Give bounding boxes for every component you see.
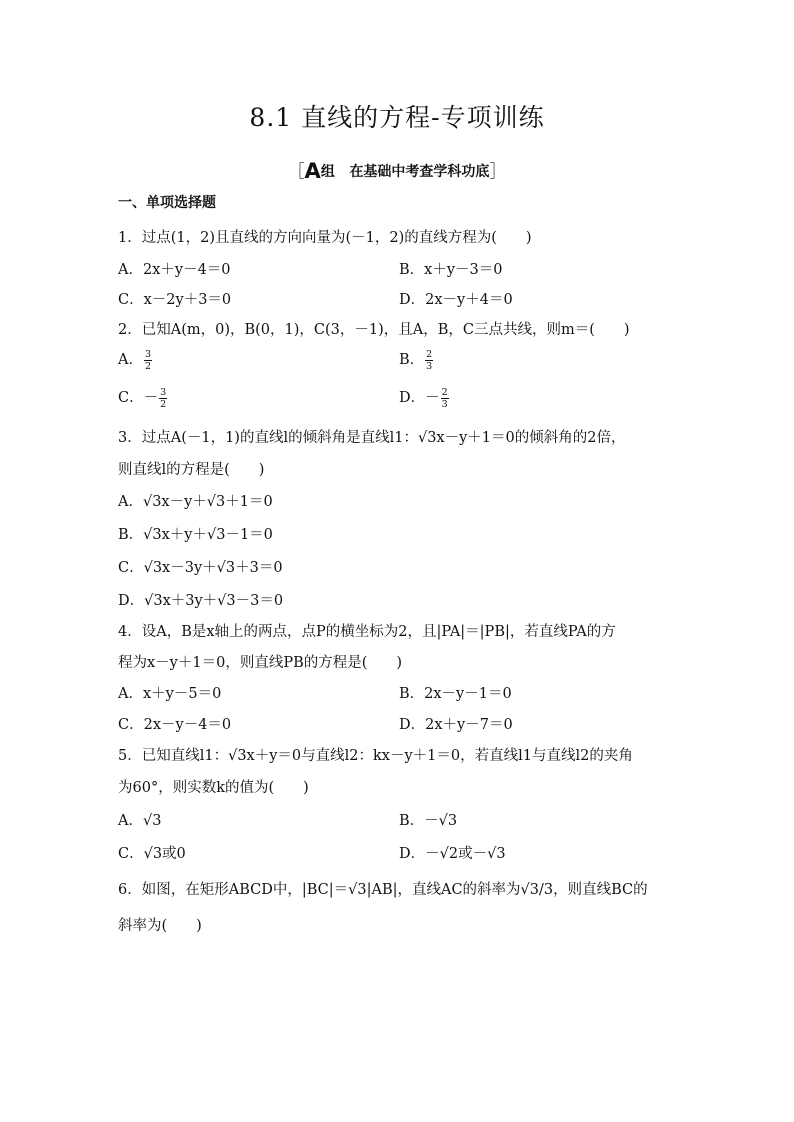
q2-option-d: D．－ $\frac{2}{3}$ (399, 386, 448, 410)
q2-option-c: C．－ $\frac{3}{2}$ (118, 386, 167, 410)
question-3-line-1: 3．过点A(－1，1)的直线l的倾斜角是直线l1：√3x－y＋1＝0的倾斜角的2倍， (118, 430, 626, 446)
question-4-line-1: 4．设A，B是x轴上的两点，点P的横坐标为2，且|PA|＝|PB|，若直线PA的方 (118, 624, 616, 640)
q4-option-a: A．x＋y－5＝0 (118, 686, 222, 702)
fraction: $\frac{2}{3}$ (426, 348, 433, 372)
q4-option-d: D．2x＋y－7＝0 (399, 717, 513, 733)
fraction: $\frac{3}{2}$ (160, 386, 167, 410)
q4-option-b: B．2x－y－1＝0 (399, 686, 512, 702)
fraction: $\frac{2}{3}$ (441, 386, 448, 410)
group-description: 在基础中考查学科功底 (349, 164, 490, 180)
question-5-line-2: 为60°，则实数k的值为( ) (118, 780, 309, 796)
q3-option-a: A．√3x－y＋√3＋1＝0 (118, 494, 273, 510)
q3-option-b: B．√3x＋y＋√3－1＝0 (118, 527, 273, 543)
q3-option-d: D．√3x＋3y＋√3－3＝0 (118, 593, 284, 609)
question-5-line-1: 5．已知直线l1：√3x＋y＝0与直线l2：kx－y＋1＝0，若直线l1与直线l2的夹角 (118, 748, 633, 764)
q4-option-c: C．2x－y－4＝0 (118, 717, 232, 733)
question-4-line-2: 程为x－y＋1＝0，则直线PB的方程是( ) (118, 655, 403, 671)
group-header (0, 157, 794, 183)
bracket-open: ［ (287, 162, 305, 182)
q5-option-d: D．－√2或－√3 (399, 846, 506, 862)
q2-option-b: B． $\frac{2}{3}$ (399, 348, 433, 372)
q3-option-c: C．√3x－3y＋√3＋3＝0 (118, 560, 283, 576)
question-1-text: 1．过点(1，2)且直线的方向向量为(－1，2)的直线方程为( ) (118, 230, 532, 246)
question-6-line-2: 斜率为( ) (118, 918, 202, 934)
q5-option-c: C．√3或0 (118, 846, 186, 862)
group-label: 组 (320, 164, 335, 180)
question-3-line-2: 则直线l的方程是( ) (118, 462, 265, 478)
q1-option-b: B．x＋y－3＝0 (399, 262, 503, 278)
fraction: $\frac{3}{2}$ (144, 348, 152, 372)
question-6-line-1: 6．如图，在矩形ABCD中，|BC|＝√3|AB|，直线AC的斜率为√3/3，则直线BC的 (118, 882, 648, 898)
q2-option-a: A． $\frac{3}{2}$ (118, 348, 152, 372)
q5-option-a: A．√3 (118, 813, 162, 829)
section-heading: 一、单项选择题 (118, 195, 216, 211)
q5-option-b: B．－√3 (399, 813, 458, 829)
q1-option-c: C．x－2y＋3＝0 (118, 292, 232, 308)
question-2-text: 2．已知A(m，0)，B(0，1)，C(3，－1)，且A，B，C三点共线，则m＝( ) (118, 322, 630, 338)
q1-option-a: A．2x＋y－4＝0 (118, 262, 231, 278)
bracket-close: ］ (489, 162, 507, 182)
page-title: 8.1 直线的方程-专项训练 (249, 103, 545, 132)
group-letter-badge: A (304, 159, 321, 183)
q1-option-d: D．2x－y＋4＝0 (399, 292, 513, 308)
